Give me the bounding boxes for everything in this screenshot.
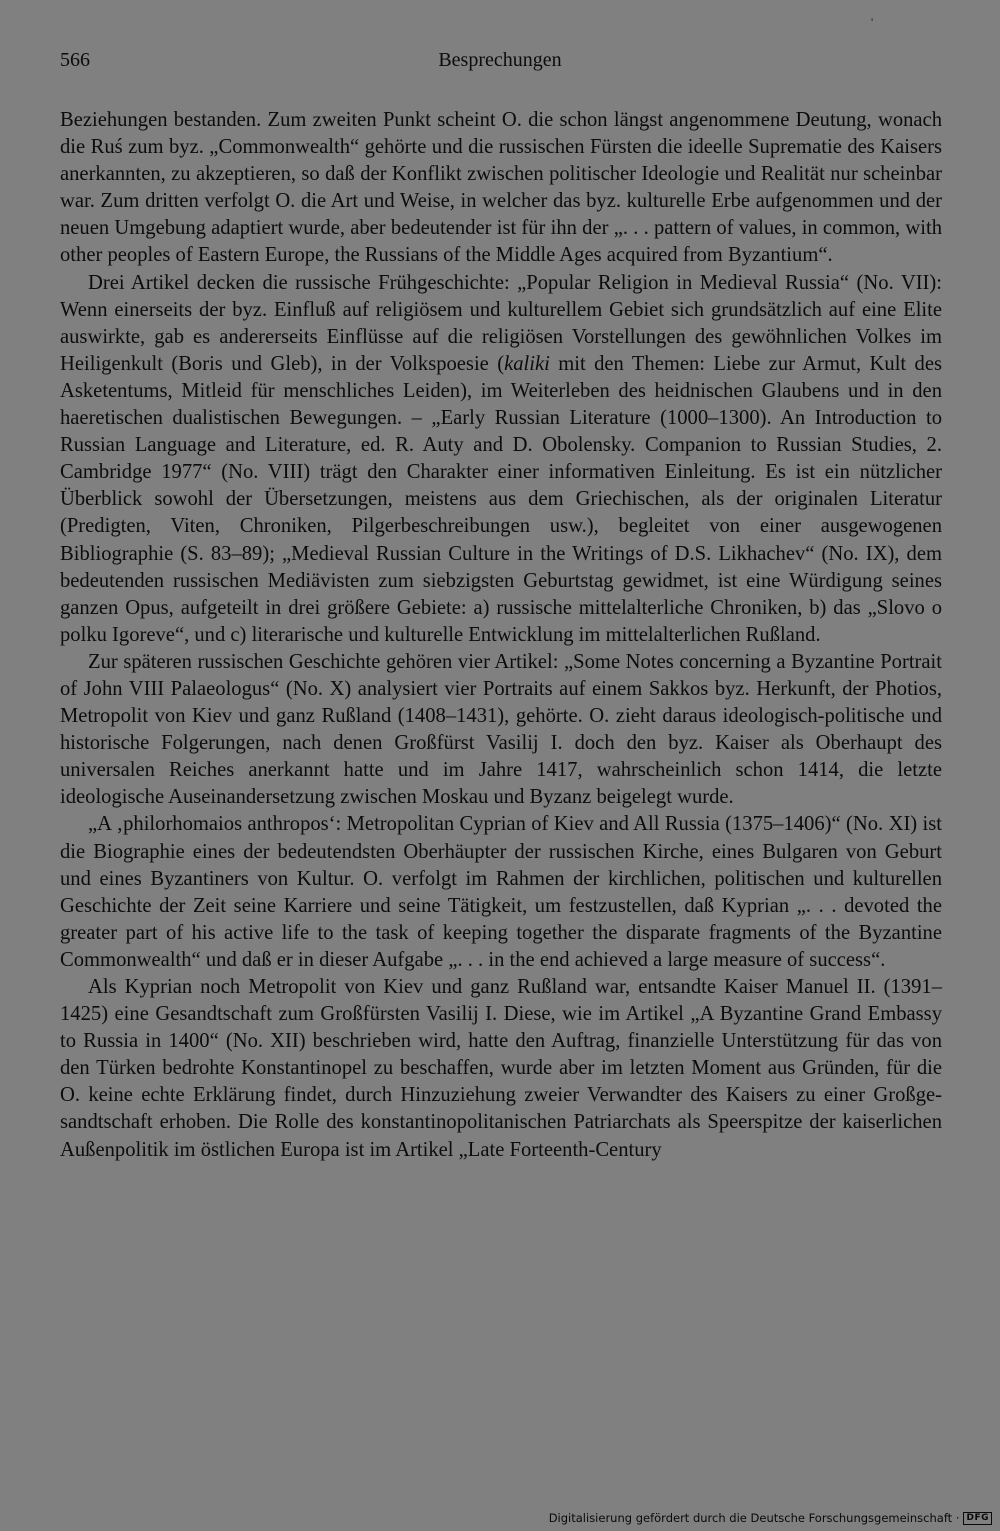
page-number: 566: [60, 49, 90, 71]
paragraph-4-text: „A ‚philorhomaios anthropos‘: Metropolitan Cyprian of Kiev and All Russia (1375–1406)“ (No. XI) ist die Biographie eines der bedeutendsten Oberhäupter der russischen Kirche, eines Bulgaren von Geburt und eines Byzantiners von Kultur. O. verfolgt im Rahmen der kirchlichen, politischen und kulturellen Geschichte der Zeit seine Karriere und seine Tätigkeit, um festzustellen, daß Kyprian „. . . devoted the greater part of his active life to the task of keeping together the disparate fragments of the Byzantine Commonwealth“ und daß er in dieser Aufgabe „. . . in the end achieved a large measure of success“.: [60, 813, 942, 971]
paragraph-4: [60, 811, 942, 974]
paragraph-2-text-b: mit den Themen: Liebe zur Armut, Kult des Asketentums, Mitleid für menschliches Leiden), im Weiterleben des heidnischen Glaubens und in den haeretischen dualistischen Bewegungen. – „Early Russian Literature (1000–1300). An Introduction to Russian Language and Literature, ed. R. Auty and D. Obolensky. Companion to Russian Studies, 2. Cambridge 1977“ (No. VIII) trägt den Charakter einer informativen Einleitung. Es ist ein nützlicher Überblick sowohl der Übersetzungen, meistens aus dem Griechischen, als der originalen Literatur (Predigten, Viten, Chroniken, Pilgerbeschreibungen usw.), begleitet von einer ausgewogenen Bibliographie (S. 83–89); „Medieval Russian Culture in the Writings of D.S. Likhachev“ (No. IX), dem bedeutenden russischen Mediävisten zum siebzigsten Geburtstag gewidmet, ist eine Würdigung seines ganzen Opus, aufgeteilt in drei größere Gebiete: a) russische mittelalterliche Chroniken, b) das „Slovo o polku Igoreve“, und c) literarische und kulturelle Entwicklung im mittelalterlichen Rußland.: [60, 352, 943, 646]
body-text: [60, 107, 942, 1164]
paragraph-2-text-a: Drei Artikel decken die russische Frühgeschichte: „Popular Religion in Medieval Russia“ (No. VII): Wenn einerseits der byz. Einfluß auf religiösem und kulturellem Gebiet sich grundsätzlich auf eine Elite auswirkte, gab es andererseits Einflüsse auf die religiösen Vorstellungen des gewöhnlichen Volkes im Heiligenkult (Boris und Gleb), in der Volkspoesie (: [60, 271, 942, 375]
paragraph-3: [60, 649, 942, 812]
paragraph-1: [60, 107, 942, 270]
page-tick-mark: ': [871, 15, 874, 29]
digitization-credit-text: Digitalisierung gefördert durch die Deutsche Forschungsgemeinschaft ·: [548, 1511, 960, 1525]
paragraph-2: [60, 270, 942, 649]
paragraph-3-text: Zur späteren russischen Geschichte gehören vier Artikel: „Some Notes concerning a Byzantine Portrait of John VIII Palaeologus“ (No. X) analysiert vier Portraits auf einem Sakkos byz. Herkunft, der Photios, Metropolit von Kiev und ganz Rußland (1408–1431), gehörte. O. zieht daraus ideologisch-politische und historische Folgerungen, nach denen Großfürst Vasilij I. doch den byz. Kaiser als Oberhaupt des universalen Reiches anerkannt hatte und im Jahre 1417, wahrscheinlich schon 1414, die letzte ideologische Auseinandersetzung zwischen Moskau und Byzanz beigelegt wurde.: [60, 650, 942, 809]
paragraph-1-text: Beziehungen bestanden. Zum zweiten Punkt scheint O. die schon längst angenommene Deutung, wonach die Ruś zum byz. „Commonwealth“ gehörte und die russischen Fürsten die ideelle Suprematie des Kaisers anerkannten, zu akzeptieren, so daß der Konflikt zwischen politischer Ideologie und Realität nur scheinbar war. Zum dritten verfolgt O. die Art und Weise, in welcher das byz. kulturelle Erbe aufgenommen und der neuen Umgebung adaptiert wurde, aber bedeutender ist für ihn der „. . . pattern of values, in common, with other peoples of Eastern Europe, the Russians of the Middle Ages acquired from Byzantium“.: [60, 109, 942, 267]
paragraph-5: [60, 974, 942, 1164]
paragraph-5-text: Als Kyprian noch Metropolit von Kiev und ganz Rußland war, entsandte Kaiser Manuel II. (1391–1425) eine Gesandtschaft zum Großfürsten Vasilij I. Diese, wie im Artikel „A Byzantine Grand Embassy to Russia in 1400“ (No. XII) beschrieben wird, hatte den Auftrag, finanzielle Unterstützung für das von den Türken bedrohte Konstantinopel zu beschaffen, wurde aber im letzten Moment aus Gründen, für die O. keine echte Erklärung findet, durch Hinzuziehung zweier Verwandter des Kaisers zu einer Großgesandtschaft erhoben. Die Rolle des konstantinopolitanischen Patriarchats als Speerspitze der kaiserlichen Außenpolitik im östlichen Europa ist im Artikel „Late Forteenth-Century: [60, 976, 942, 1161]
running-head: Besprechungen: [438, 49, 562, 71]
italic-term-kaliki: kaliki: [504, 352, 550, 375]
dfg-logo-icon: DFG: [963, 1512, 992, 1525]
digitization-credit: [549, 1511, 992, 1525]
